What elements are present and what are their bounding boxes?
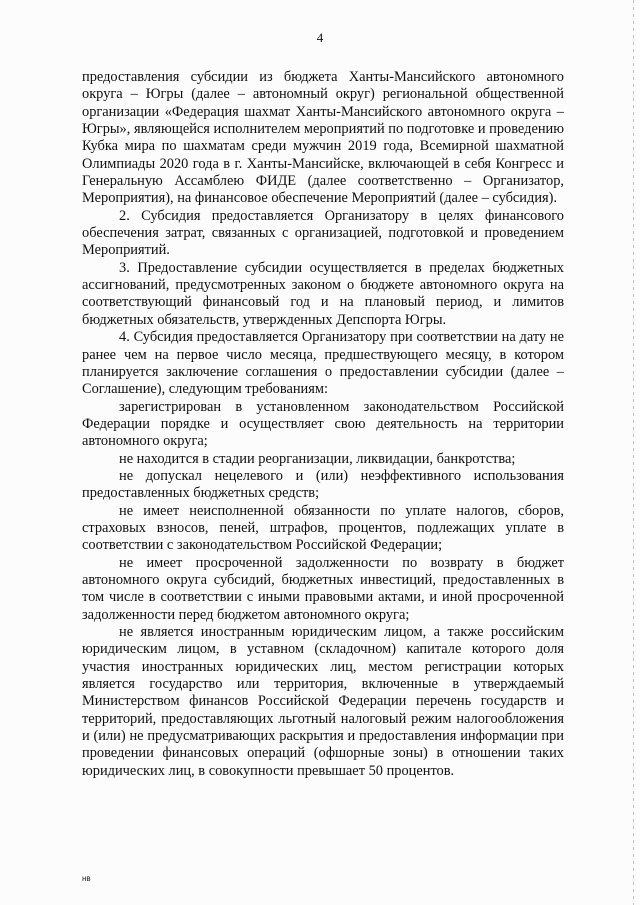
requirement-registered: зарегистрирован в установленном законодательством Российской Федерации порядке и осуществляет свою деятельность на территории автономного округа; — [82, 398, 564, 450]
paragraph-continuation: предоставления субсидии из бюджета Ханты-Мансийского автономного округа – Югры (далее – автономный округ) региональной общественной организации «Федерация шахмат Ханты-Мансийского автономного округа – Югры», являющейся исполнителем мероприятий по подготовке и проведению Кубка мира по шахматам среди мужчин 2019 года, Всемирной шахматной Олимпиады 2020 года в г. Ханты-Мансийске, включающей в себя Конгресс и Генеральную Ассамблею ФИДЕ (далее соответственно – Организатор, Мероприятия), на финансовое обеспечение Мероприятий (далее – субсидия). — [82, 69, 564, 207]
requirement-no-reorganization: не находится в стадии реорганизации, ликвидации, банкротства; — [119, 450, 516, 467]
requirement-no-overdue-debt: не имеет просроченной задолженности по возврату в бюджет автономного округа субсидий, бюджетных инвестиций, предоставленных в том числе в соответствии с иными правовыми актами, и иной просроченной задолженности перед бюджетом автономного округа; — [82, 554, 564, 623]
paragraph-item-3: 3. Предоставление субсидии осуществляется в пределах бюджетных ассигнований, предусмотренных законом о бюджете автономного округа на соответствующий финансовый год и на плановый период, и лимитов бюджетных обязательств, утвержденных Депспорта Югры. — [82, 259, 564, 328]
footer-code: нв — [82, 874, 91, 883]
document-body — [82, 69, 564, 780]
requirement-no-tax-debt: не имеет неисполненной обязанности по уплате налогов, сборов, страховых взносов, пеней, штрафов, процентов, подлежащих уплате в соответствии с законодательством Российской Федерации; — [82, 502, 564, 554]
requirement-not-foreign: не является иностранным юридическим лицом, а также российским юридическим лицом, в уставном (складочном) капитале которого доля участия иностранных юридических лиц, местом регистрации которых является государство или территория, включенные в утверждаемый Министерством финансов Российской Федерации перечень государств и территорий, предоставляющих льготный налоговый режим налогообложения и (или) не предусматривающих раскрытия и предоставления информации при проведении финансовых операций (офшорные зоны) в отношении таких юридических лиц, в совокупности превышает 50 процентов. — [82, 624, 564, 779]
requirement-no-misuse: не допускал нецелевого и (или) неэффективного использования предоставленных бюджетных средств; — [82, 467, 564, 502]
paragraph-item-2: 2. Субсидия предоставляется Организатору в целях финансового обеспечения затрат, связанных с организацией, подготовкой и проведением Мероприятий. — [82, 207, 564, 259]
page-number: 4 — [316, 30, 324, 45]
scan-edge-line — [633, 0, 634, 905]
paragraph-item-4: 4. Субсидия предоставляется Организатору при соответствии на дату не ранее чем на первое число месяца, предшествующего месяцу, в котором планируется заключение соглашения о предоставлении субсидии (далее – Соглашение), следующим требованиям: — [82, 329, 564, 398]
